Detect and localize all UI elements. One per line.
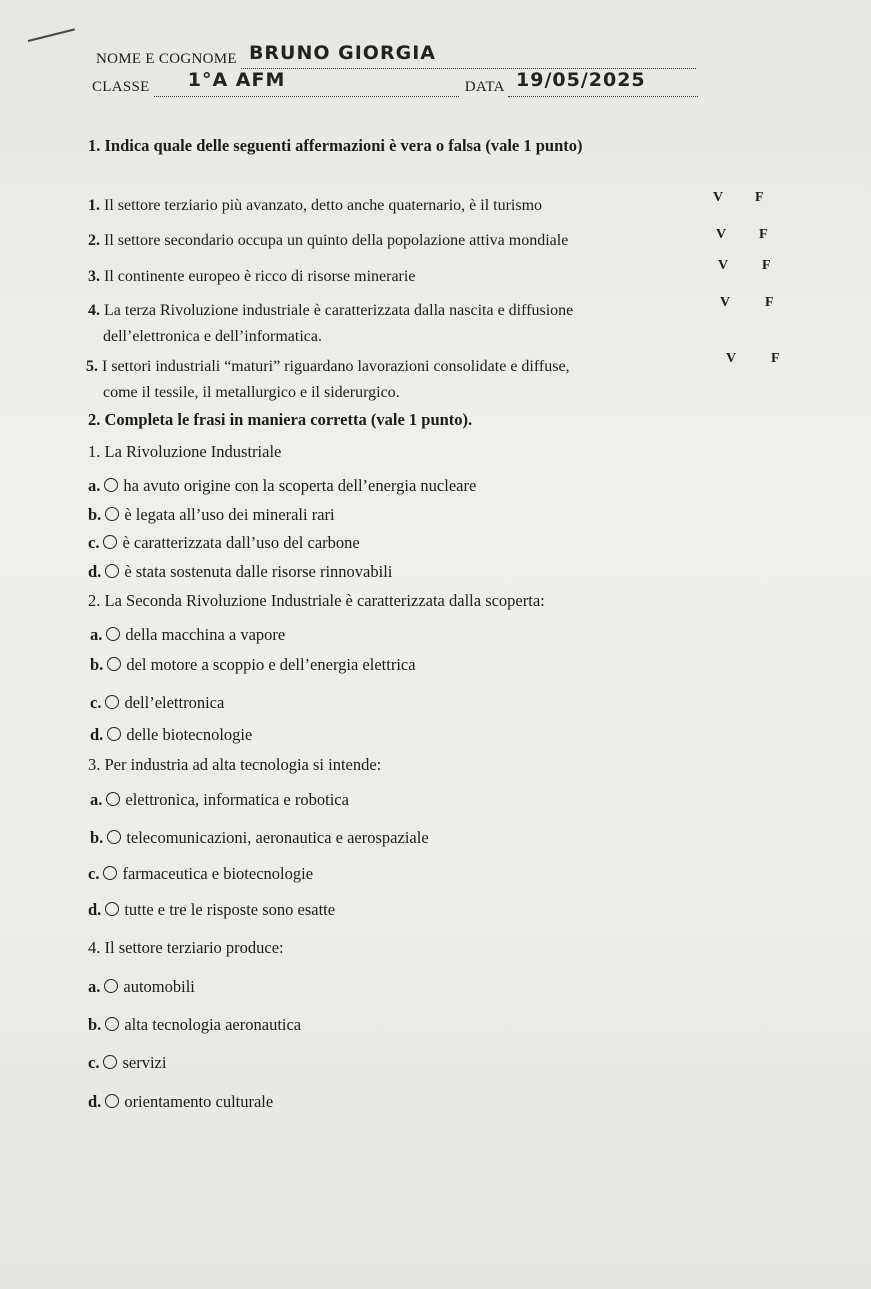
class-field[interactable] [154,69,459,97]
radio-circle-icon[interactable] [107,727,121,741]
question-2: 2. La Seconda Rivoluzione Industriale è caratterizzata dalla scoperta: [88,591,545,610]
statement-5: 5. I settori industriali “maturi” riguardano lavorazioni consolidate e diffuse, [86,358,570,375]
true-option-3[interactable]: V [718,258,729,273]
radio-circle-icon[interactable] [105,695,119,709]
statement-5-continued: come il tessile, il metallurgico e il siderurgico. [103,384,400,401]
section1-title: 1. Indica quale delle seguenti affermazioni è vera o falsa (vale 1 punto) [88,136,583,155]
date-label: DATA [464,79,504,95]
q4-option-b[interactable]: b. alta tecnologia aeronautica [88,1015,302,1034]
statement-2: 2. Il settore secondario occupa un quinto della popolazione attiva mondiale [88,232,569,249]
radio-circle-icon[interactable] [103,866,117,880]
class-value: 1°A AFM [187,69,286,91]
name-row [96,42,696,69]
radio-circle-icon[interactable] [106,627,120,641]
radio-circle-icon[interactable] [105,564,119,578]
radio-circle-icon[interactable] [105,1094,119,1108]
q4-option-c[interactable]: c. servizi [88,1053,167,1072]
date-value: 19/05/2025 [516,69,646,91]
q2-option-b[interactable]: b. del motore a scoppio e dell’energia elettrica [90,655,416,674]
true-option-5[interactable]: V [726,351,737,366]
radio-circle-icon[interactable] [103,535,117,549]
radio-circle-icon[interactable] [104,478,118,492]
q1-option-b[interactable]: b. è legata all’uso dei minerali rari [88,505,335,524]
radio-circle-icon[interactable] [105,507,119,521]
statement-4: 4. La terza Rivoluzione industriale è caratterizzata dalla nascita e diffusione [88,302,574,319]
radio-circle-icon[interactable] [107,830,121,844]
q1-option-a[interactable]: a. ha avuto origine con la scoperta dell’energia nucleare [88,476,477,495]
q3-option-d[interactable]: d. tutte e tre le risposte sono esatte [88,900,336,919]
q4-option-d[interactable]: d. orientamento culturale [88,1092,274,1111]
false-option-3[interactable]: F [762,258,771,273]
q3-option-b[interactable]: b. telecomunicazioni, aeronautica e aerospaziale [90,828,429,847]
pen-stroke [28,28,75,41]
q1-option-c[interactable]: c. è caratterizzata dall’uso del carbone [88,533,360,552]
false-option-5[interactable]: F [771,351,780,366]
q2-option-a[interactable]: a. della macchina a vapore [90,625,286,644]
name-label: NOME E COGNOME [96,51,237,67]
q1-option-d[interactable]: d. è stata sostenuta dalle risorse rinnovabili [88,562,393,581]
statement-3: 3. Il continente europeo è ricco di risorse minerarie [88,268,416,285]
true-option-2[interactable]: V [716,227,727,242]
statement-4-continued: dell’elettronica e dell’informatica. [103,328,322,345]
class-row [92,69,698,97]
true-option-4[interactable]: V [720,295,731,310]
q3-option-c[interactable]: c. farmaceutica e biotecnologie [88,864,314,883]
radio-circle-icon[interactable] [105,902,119,916]
q2-option-c[interactable]: c. dell’elettronica [90,693,225,712]
q2-option-d[interactable]: d. delle biotecnologie [90,725,253,744]
false-option-2[interactable]: F [759,227,768,242]
question-4: 4. Il settore terziario produce: [88,938,284,957]
question-1: 1. La Rivoluzione Industriale [88,442,282,461]
radio-circle-icon[interactable] [104,979,118,993]
date-field[interactable] [508,69,698,97]
class-label: CLASSE [92,79,150,95]
radio-circle-icon[interactable] [106,792,120,806]
false-option-1[interactable]: F [755,190,764,205]
radio-circle-icon[interactable] [107,657,121,671]
true-option-1[interactable]: V [713,190,724,205]
q4-option-a[interactable]: a. automobili [88,977,195,996]
false-option-4[interactable]: F [765,295,774,310]
radio-circle-icon[interactable] [105,1017,119,1031]
statement-1: 1. Il settore terziario più avanzato, detto anche quaternario, è il turismo [88,197,543,214]
name-value: BRUNO GIORGIA [248,42,436,64]
q3-option-a[interactable]: a. elettronica, informatica e robotica [90,790,349,809]
name-field[interactable] [241,42,696,69]
question-3: 3. Per industria ad alta tecnologia si intende: [88,755,382,774]
section2-title: 2. Completa le frasi in maniera corretta (vale 1 punto). [88,410,473,429]
radio-circle-icon[interactable] [103,1055,117,1069]
